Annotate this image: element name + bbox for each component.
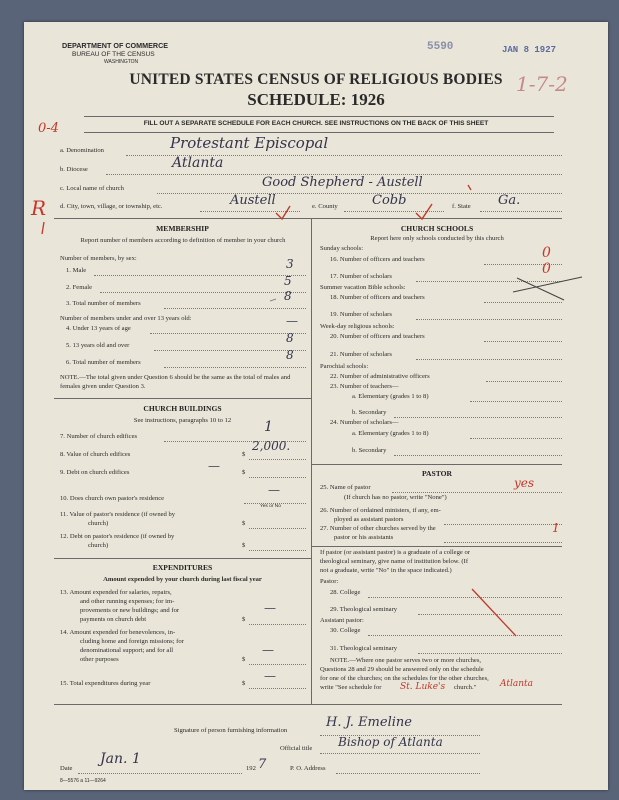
q16-value: 0 xyxy=(542,245,551,261)
bureau-label: BUREAU OF THE CENSUS xyxy=(72,51,155,58)
q20-label: 20. Number of officers and teachers xyxy=(330,333,425,340)
q16-label: 16. Number of officers and teachers xyxy=(330,256,425,263)
q9-label: 9. Debt on church edifices xyxy=(60,469,130,476)
q21-label: 21. Number of scholars xyxy=(330,351,392,358)
q13-line-c: provements or new buildings; and for xyxy=(80,607,180,614)
diocese-value: Atlanta xyxy=(172,155,224,171)
county-checkmark xyxy=(416,204,432,219)
buildings-intro: See instructions, paragraphs 10 to 12 xyxy=(133,417,232,424)
q25-sub: (If church has no pastor, write "None") xyxy=(344,494,447,501)
margin-mark-r: R xyxy=(31,196,47,220)
official-title-value: Bishop of Atlanta xyxy=(338,735,443,749)
over13-value: 8 xyxy=(286,331,294,345)
signature-value: H. J. Emeline xyxy=(326,715,412,730)
total-members-label: 3. Total number of members xyxy=(66,300,141,307)
q15-value: — xyxy=(264,669,276,683)
q11-label-b: church) xyxy=(88,520,109,527)
male-label: 1. Male xyxy=(66,267,87,274)
female-label: 2. Female xyxy=(66,284,93,291)
q14-line-d: other purposes xyxy=(80,656,119,663)
q23a-label: a. Elementary (grades 1 to 8) xyxy=(352,393,429,400)
pastor-note-c: for one of the churches; on the schedules for the other churches, xyxy=(320,675,489,682)
q13-line-b: and other running expenses; for im- xyxy=(80,598,175,605)
q10-label: 10. Does church own pastor's residence xyxy=(60,495,165,502)
county-value: Cobb xyxy=(372,193,407,208)
parochial-label: Parochial schools: xyxy=(320,363,369,370)
female-value: 5 xyxy=(284,274,292,288)
date-value: Jan. 1 xyxy=(100,751,141,767)
q12-dollar: $ xyxy=(242,542,246,549)
denomination-label: a. Denomination xyxy=(60,147,104,154)
q17-value: 0 xyxy=(542,261,551,277)
membership-title: MEMBERSHIP xyxy=(156,224,209,233)
schools-intro: Report here only schools conducted by this church xyxy=(370,235,504,242)
q13-dollar: $ xyxy=(242,616,246,623)
department-label: DEPARTMENT OF COMMERCE xyxy=(62,41,169,50)
graduate-line-c: not a graduate, write "No" in the space indicated.) xyxy=(320,567,452,574)
pastor-note-city: Atlanta xyxy=(500,679,533,689)
pastor-note-d: write "See schedule for xyxy=(320,684,382,691)
q15-label: 15. Total expenditures during year xyxy=(60,680,151,687)
q9-dollar: $ xyxy=(242,469,246,476)
year-value: 7 xyxy=(258,757,267,772)
diocese-label: b. Diocese xyxy=(60,166,88,173)
graduate-line-b: theological seminary, give name of institution below. (If xyxy=(320,558,469,565)
q8-label: 8. Value of church edifices xyxy=(60,451,131,458)
q27-line-a: 27. Number of other churches served by the xyxy=(320,525,436,532)
buildings-title: CHURCH BUILDINGS xyxy=(143,404,222,413)
city-label-field: d. City, town, village, or township, etc. xyxy=(60,203,163,210)
weekday-label: Week-day religious schools: xyxy=(320,323,395,330)
q25-label: 25. Name of pastor xyxy=(320,484,371,491)
total6-label: 6. Total number of members xyxy=(66,359,141,366)
official-title-label: Official title xyxy=(280,745,313,752)
q19-label: 19. Number of scholars xyxy=(330,311,392,318)
signature-label: Signature of person furnishing information xyxy=(174,727,288,734)
city-label: WASHINGTON xyxy=(104,59,139,65)
seminary-strike xyxy=(472,589,516,636)
q28-label: 28. College xyxy=(330,589,361,596)
q24b-label: b. Secondary xyxy=(352,447,387,454)
male-value: 3 xyxy=(286,257,294,271)
under13-value: — xyxy=(286,314,298,328)
local-name-label: c. Local name of church xyxy=(60,185,124,192)
margin-note-top: 1-7-2 xyxy=(516,72,568,96)
q12-label-b: church) xyxy=(88,542,109,549)
pastor-note-fill: St. Luke's xyxy=(400,682,446,692)
q14-line-c: denominational support; and for all xyxy=(80,647,174,654)
form-title: UNITED STATES CENSUS OF RELIGIOUS BODIES xyxy=(129,71,503,88)
q13-value: — xyxy=(264,601,276,615)
q10-value: — xyxy=(268,483,280,497)
local-name-value: Good Shepherd - Austell xyxy=(262,175,423,190)
q14-line-b: cluding home and foreign missions; for xyxy=(80,638,184,645)
q27-value: 1 xyxy=(552,521,560,535)
expenditures-intro: Amount expended by your church during last fiscal year xyxy=(103,576,262,583)
total6-value: 8 xyxy=(286,348,294,362)
left-margin-tick xyxy=(42,222,44,234)
stamp-date: JAN 8 1927 xyxy=(502,45,557,55)
q12-label-a: 12. Debt on pastor's residence (if owned by xyxy=(60,533,175,540)
q24a-label: a. Elementary (grades 1 to 8) xyxy=(352,430,429,437)
q13-line-d: payments on church debt xyxy=(80,616,147,623)
pastor-title: PASTOR xyxy=(421,469,453,478)
q18-label: 18. Number of officers and teachers xyxy=(330,294,425,301)
under13-label: 4. Under 13 years of age xyxy=(66,325,131,332)
q25-value: yes xyxy=(514,476,535,490)
graduate-line-a: If pastor (or assistant pastor) is a graduate of a college or xyxy=(320,549,470,556)
q24-label: 24. Number of scholars— xyxy=(330,419,399,426)
name-tick xyxy=(468,185,471,190)
instruction-line: FILL OUT A SEPARATE SCHEDULE FOR EACH CHURCH. SEE INSTRUCTIONS ON THE BACK OF THIS SHEET xyxy=(143,120,489,127)
city-value: Austell xyxy=(230,193,276,208)
q13-line-a: 13. Amount expended for salaries, repairs, xyxy=(60,589,172,596)
annotation-marks xyxy=(24,22,608,790)
q14-line-a: 14. Amount expended for benevolences, in- xyxy=(60,629,176,636)
sunday-label: Sunday schools: xyxy=(320,245,364,252)
assistant-sub-label: Assistant pastor: xyxy=(320,617,364,624)
q9-value: — xyxy=(208,459,220,473)
over13-label: 5. 13 years old and over xyxy=(66,342,130,349)
year-prefix: 192 xyxy=(246,765,256,772)
q17-cross-b xyxy=(517,278,564,300)
q8-value: 2,000. xyxy=(252,439,291,453)
pastor-sub-label: Pastor: xyxy=(320,578,339,585)
q26-line-b: ployed as assistant pastors xyxy=(334,516,404,523)
expenditures-title: EXPENDITURES xyxy=(152,563,213,572)
q7-value: 1 xyxy=(264,419,273,435)
schools-title: CHURCH SCHOOLS xyxy=(400,224,474,233)
city-checkmark xyxy=(276,206,290,219)
state-label: f. State xyxy=(452,203,471,210)
q14-value: — xyxy=(262,643,274,657)
q22-label: 22. Number of administrative officers xyxy=(330,373,430,380)
margin-note-left: 0-4 xyxy=(38,121,59,136)
form-subtitle: SCHEDULE: 1926 xyxy=(247,90,385,109)
state-value: Ga. xyxy=(498,193,521,208)
q29-label: 29. Theological seminary xyxy=(330,606,398,613)
total-tick xyxy=(270,299,276,301)
by-sex-label: Number of members, by sex: xyxy=(60,255,137,262)
stamp-number: 5590 xyxy=(427,41,454,53)
q15-dollar: $ xyxy=(242,680,246,687)
pastor-note-a: NOTE.—Where one pastor serves two or more churches, xyxy=(330,657,482,664)
q17-cross-a xyxy=(513,277,582,292)
q31-label: 31. Theological seminary xyxy=(330,645,398,652)
membership-intro: Report number of members according to definition of member in your church xyxy=(80,237,286,244)
membership-note: NOTE.—The total given under Question 6 should be the same as the total of males and females given under Question 3. xyxy=(60,374,291,390)
total-members-value: 8 xyxy=(284,289,292,303)
date-label: Date xyxy=(60,765,73,772)
pastor-note-e: church." xyxy=(454,684,477,691)
pastor-note-b: Questions 28 and 29 should be answered only on the schedule xyxy=(320,666,484,673)
denomination-value: Protestant Episcopal xyxy=(170,134,329,152)
vacation-label: Summer vacation Bible schools: xyxy=(320,284,406,291)
q23b-label: b. Secondary xyxy=(352,409,387,416)
census-schedule-form xyxy=(24,22,608,790)
county-label: e. County xyxy=(312,203,338,210)
form-code: 8—5576 a 11—9264 xyxy=(60,778,106,784)
yes-no-hint: Yes or No xyxy=(260,504,281,509)
q27-line-b: pastor or his assistants xyxy=(334,534,394,541)
q11-label-a: 11. Value of pastor's residence (if owned by xyxy=(60,511,176,518)
q7-label: 7. Number of church edifices xyxy=(60,433,138,440)
q26-line-a: 26. Number of ordained ministers, if any, em- xyxy=(320,507,441,514)
q14-dollar: $ xyxy=(242,656,246,663)
q23-label: 23. Number of teachers— xyxy=(330,383,399,390)
age-intro-label: Number of members under and over 13 years old: xyxy=(60,315,192,322)
q11-dollar: $ xyxy=(242,520,246,527)
po-address-label: P. O. Address xyxy=(290,765,326,772)
q30-label: 30. College xyxy=(330,627,361,634)
q17-label: 17. Number of scholars xyxy=(330,273,392,280)
q8-dollar: $ xyxy=(242,451,246,458)
